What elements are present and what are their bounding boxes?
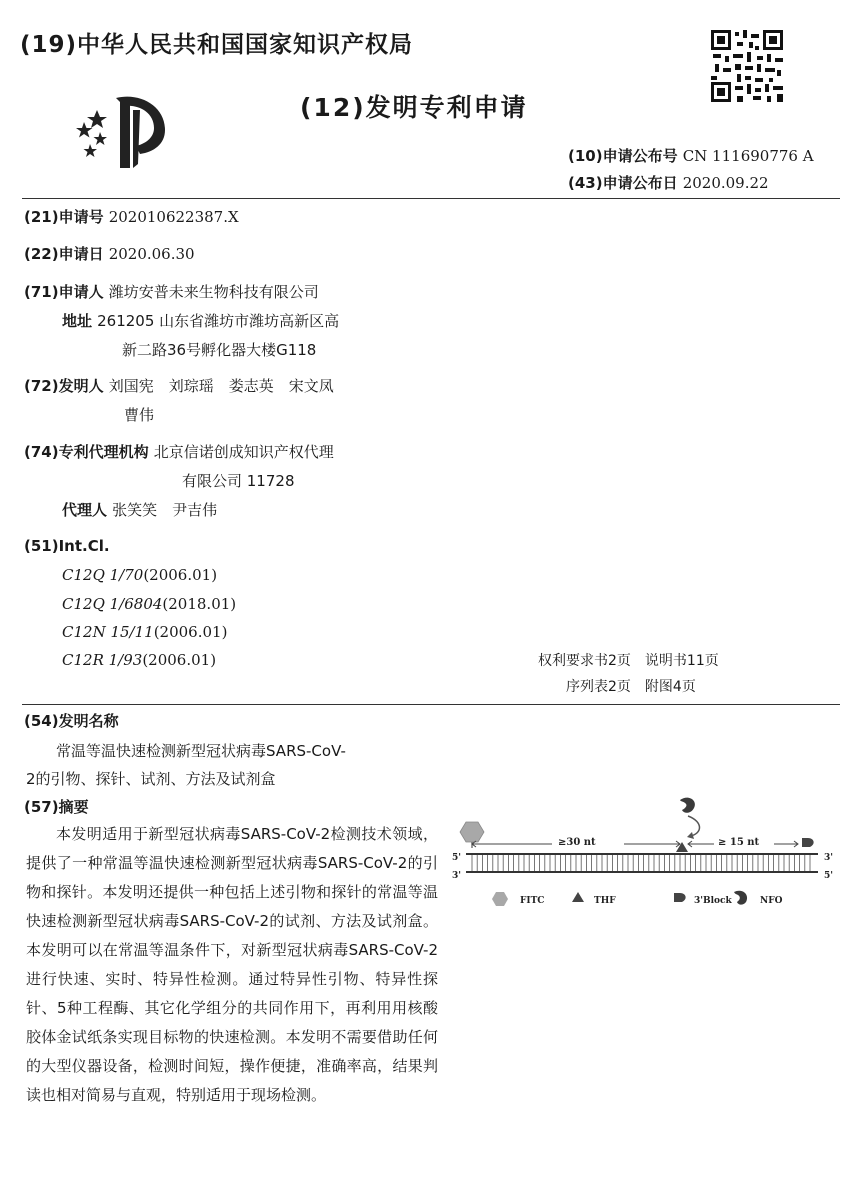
qr-code	[711, 30, 783, 102]
applicant-label: (71)申请人	[24, 283, 104, 301]
ipc-item	[62, 622, 227, 641]
pub-number-label: (10)申请公布号	[568, 147, 678, 165]
ipc-version: (2006.01)	[143, 566, 218, 584]
legend-fitc-label: FITC	[520, 896, 545, 906]
cnipa-logo	[70, 88, 180, 178]
page-count-line1: 权利要求书2页 说明书11页	[538, 653, 719, 669]
base-pairs	[472, 855, 810, 871]
inventors-row	[24, 375, 334, 396]
top-divider	[22, 198, 840, 199]
pub-date-label: (43)申请公布日	[568, 174, 678, 192]
cleave-arrow-head	[687, 832, 694, 839]
app-no: 202010622387.X	[108, 208, 239, 226]
address-line2: 新二路36号孵化器大楼G118	[122, 341, 317, 359]
legend-block-icon	[674, 893, 686, 902]
inventors-label: (72)发明人	[24, 377, 104, 395]
app-date-label: (22)申请日	[24, 245, 104, 263]
address-label: 地址	[62, 312, 93, 330]
ipc-label: (51)Int.Cl.	[24, 537, 110, 555]
ipc-code: C12Q 1/70	[62, 566, 144, 584]
pub-number-row	[568, 145, 814, 166]
right-gap-label: ≥ 15 nt	[718, 837, 760, 848]
agency-line2: 有限公司 11728	[182, 472, 295, 490]
applicant: 潍坊安普未来生物科技有限公司	[108, 283, 319, 301]
fitc-marker	[460, 822, 484, 842]
applicant-row	[24, 281, 319, 302]
app-no-label: (21)申请号	[24, 208, 104, 226]
legend-thf-icon	[572, 892, 584, 902]
probe-diagram	[452, 792, 842, 922]
legend-fitc-icon	[492, 892, 508, 906]
abstract-text: 本发明适用于新型冠状病毒SARS-CoV-2检测技术领域，提供了一种常温等温快速检测新型冠状病毒SARS-CoV-2的引物和探针。本发明还提供一种包括上述引物和探针的常温等温快速检测新型冠状病毒SARS-CoV-2的试剂、方法及试剂盒。本发明可以在常温等温条件下，对新型冠状病毒SARS-CoV-2进行快速、实时、特异性检测。通过特异性引物、特异性探针、5种工程酶、其它化学组分的共同作用下，再利用用核酸胶体金试纸条实现目标物的快速检测。本发明不需要借助任何的大型仪器设备，检测时间短，操作便捷，准确率高，结果判读也相对简易与直观，特别适用于现场检测。	[26, 825, 438, 1104]
ipc-item	[62, 565, 217, 584]
agent-label: 代理人	[62, 501, 108, 519]
agency-label: (74)专利代理机构	[24, 443, 149, 461]
pub-number: CN 111690776 A	[682, 147, 814, 165]
end-3-top: 3'	[824, 853, 834, 863]
ipc-code: C12R 1/93	[62, 651, 143, 669]
logo-star-2	[76, 122, 93, 138]
address-row	[62, 310, 339, 331]
legend-nfo-label: NFO	[760, 896, 783, 906]
pub-date: 2020.09.22	[682, 174, 769, 192]
doc-type: (12)发明专利申请	[300, 93, 528, 122]
app-date-row	[24, 243, 195, 264]
agent: 张笑笑 尹吉伟	[112, 501, 218, 519]
agent-row	[62, 499, 217, 520]
pub-date-row	[568, 172, 769, 193]
end-3-bottom: 3'	[452, 871, 462, 881]
logo-pillar	[120, 102, 140, 168]
agency-row	[24, 441, 334, 462]
cleave-arrow	[688, 816, 700, 836]
legend-nfo-icon	[734, 891, 747, 905]
section-divider	[22, 704, 840, 705]
address-line1: 261205 山东省潍坊市潍坊高新区高	[97, 312, 340, 330]
logo-star-4	[84, 144, 98, 157]
nfo-enzyme-shape	[680, 798, 695, 813]
abstract-body	[26, 820, 438, 1110]
invention-title-line2: 2的引物、探针、试剂、方法及试剂盒	[26, 770, 276, 788]
page-count-line2: 序列表2页 附图4页	[566, 679, 696, 695]
logo-star-1	[87, 110, 107, 128]
app-no-row	[24, 206, 239, 227]
logo-star-3	[94, 132, 108, 145]
ipc-version: (2018.01)	[162, 595, 237, 613]
title-label: (54)发明名称	[24, 712, 119, 730]
app-date: 2020.06.30	[108, 245, 195, 263]
inventors-line2: 曹伟	[124, 406, 155, 424]
office-name: (19)中华人民共和国国家知识产权局	[20, 32, 414, 58]
ipc-item	[62, 594, 236, 613]
ipc-item	[62, 650, 216, 669]
agency-line1: 北京信诺创成知识产权代理	[153, 443, 334, 461]
ipc-code: C12Q 1/6804	[62, 595, 163, 613]
left-gap-label: ≥30 nt	[558, 837, 596, 848]
end-5-top: 5'	[452, 853, 462, 863]
legend-block-label: 3'Block	[694, 896, 732, 906]
legend-thf-label: THF	[594, 896, 616, 906]
ipc-version: (2006.01)	[142, 651, 217, 669]
end-5-bottom: 5'	[824, 871, 834, 881]
invention-title-line1: 常温等温快速检测新型冠状病毒SARS-CoV-	[56, 742, 346, 760]
block-marker	[802, 838, 814, 847]
abstract-label: (57)摘要	[24, 798, 89, 816]
inventors-line1: 刘国宪 刘琮瑶 娄志英 宋文凤	[108, 377, 334, 395]
ipc-version: (2006.01)	[153, 623, 228, 641]
ipc-code: C12N 15/11	[62, 623, 154, 641]
